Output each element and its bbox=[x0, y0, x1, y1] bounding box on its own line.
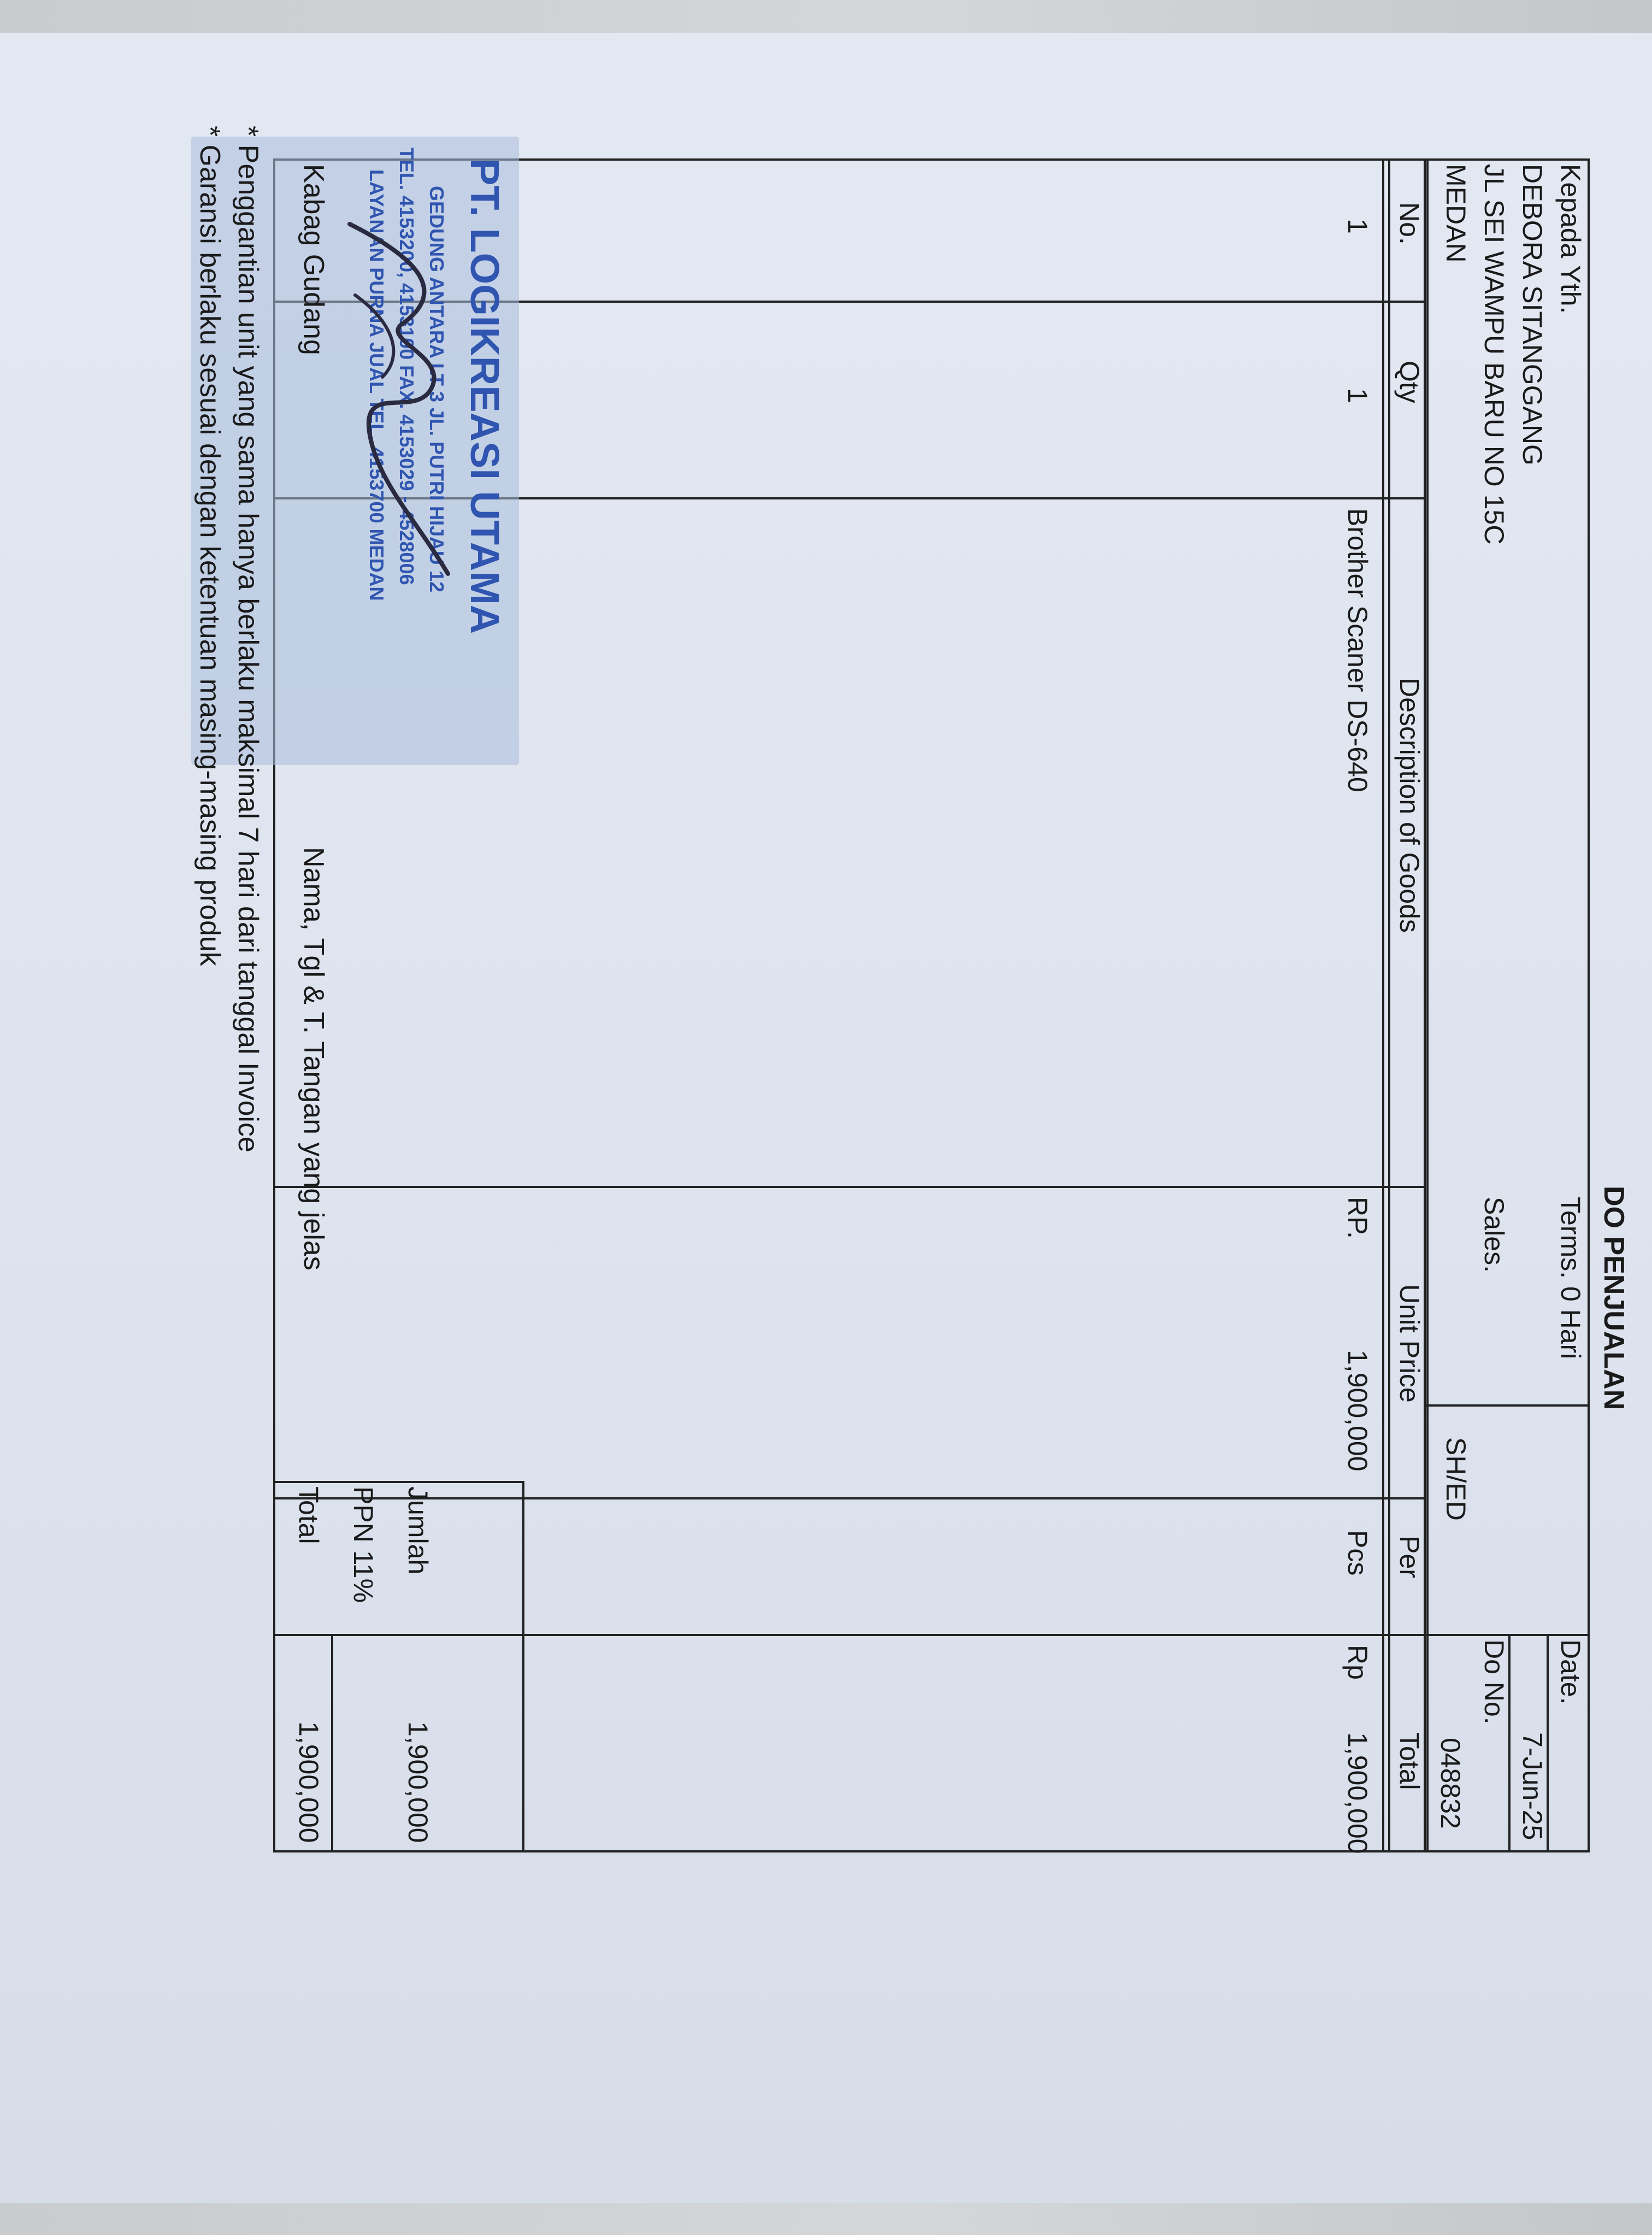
signature-role: Kabag Gudang bbox=[298, 164, 329, 355]
header-unit-price: Unit Price bbox=[1394, 1284, 1425, 1403]
header-divider bbox=[1426, 158, 1429, 1852]
stamp-phone: TEL. 4153200, 4153100 FAX. 4153029 - 4528006 bbox=[396, 148, 418, 585]
note-warranty: * Garansi berlaku sesuai dengan ketentuan masing-masing produk bbox=[194, 126, 226, 966]
header-divider bbox=[1426, 1404, 1590, 1407]
do-number-label: Do No. bbox=[1479, 1639, 1509, 1725]
sales-value: SH/ED bbox=[1441, 1437, 1471, 1521]
header-description: Description of Goods bbox=[1394, 678, 1425, 933]
row-qty: 1 bbox=[1342, 388, 1373, 403]
signature-instruction: Nama, Tgl & T. Tangan yang jelas bbox=[298, 847, 329, 1271]
totals-divider bbox=[273, 1634, 524, 1636]
handwritten-signature bbox=[317, 213, 481, 596]
row-unit-price: 1,900,000 bbox=[1342, 1350, 1373, 1472]
row-total: 1,900,000 bbox=[1342, 1732, 1373, 1854]
row-per: Pcs bbox=[1342, 1530, 1373, 1576]
recipient-label: Kepada Yth. bbox=[1555, 164, 1586, 314]
recipient-city: MEDAN bbox=[1441, 164, 1471, 263]
ppn-label: PPN 11% bbox=[348, 1486, 379, 1603]
header-divider bbox=[1426, 1634, 1590, 1636]
date-value: 7-Jun-25 bbox=[1517, 1732, 1548, 1840]
stamp-company-name: PT. LOGIKREASI UTAMA bbox=[462, 158, 508, 634]
do-number-value: 048832 bbox=[1435, 1738, 1466, 1829]
table-header-line bbox=[1388, 158, 1390, 1852]
row-currency: RP. bbox=[1342, 1197, 1373, 1239]
delivery-order-document bbox=[194, 126, 1639, 2235]
header-no: No. bbox=[1394, 202, 1425, 245]
row-total-currency: Rp bbox=[1342, 1645, 1373, 1680]
column-divider bbox=[273, 1186, 1426, 1188]
recipient-address: JL SEI WAMPU BARU NO 15C bbox=[1479, 164, 1509, 545]
terms: Terms. 0 Hari bbox=[1555, 1197, 1586, 1360]
stamp-address: GEDUNG ANTARA LT 3 JL. PUTRI HIJAU 12 bbox=[426, 186, 448, 593]
jumlah-label: Jumlah bbox=[403, 1486, 433, 1575]
header-per: Per bbox=[1394, 1536, 1425, 1578]
totals-divider bbox=[331, 1634, 333, 1852]
jumlah-value: 1,900,000 bbox=[403, 1721, 433, 1843]
date-label: Date. bbox=[1555, 1639, 1586, 1705]
header-qty: Qty bbox=[1394, 361, 1425, 403]
column-divider bbox=[524, 1634, 1426, 1636]
stamp-service: LAYANAN PURNA JUAL TEL. 4153700 MEDAN bbox=[365, 169, 388, 601]
document-title: DO PENJUALAN bbox=[1598, 1186, 1630, 1410]
paper-sheet bbox=[0, 33, 1652, 2203]
header-total: Total bbox=[1394, 1732, 1425, 1790]
sales-label: Sales. bbox=[1479, 1197, 1509, 1273]
row-no: 1 bbox=[1342, 219, 1373, 234]
total-label: Total bbox=[293, 1486, 324, 1544]
row-description: Brother Scaner DS-640 bbox=[1342, 508, 1373, 792]
total-value: 1,900,000 bbox=[293, 1721, 324, 1843]
recipient-name: DEBORA SITANGGANG bbox=[1517, 164, 1548, 466]
note-replacement: * Penggantian unit yang sama hanya berlaku maksimal 7 hari dari tanggal Invoice bbox=[232, 126, 264, 1152]
